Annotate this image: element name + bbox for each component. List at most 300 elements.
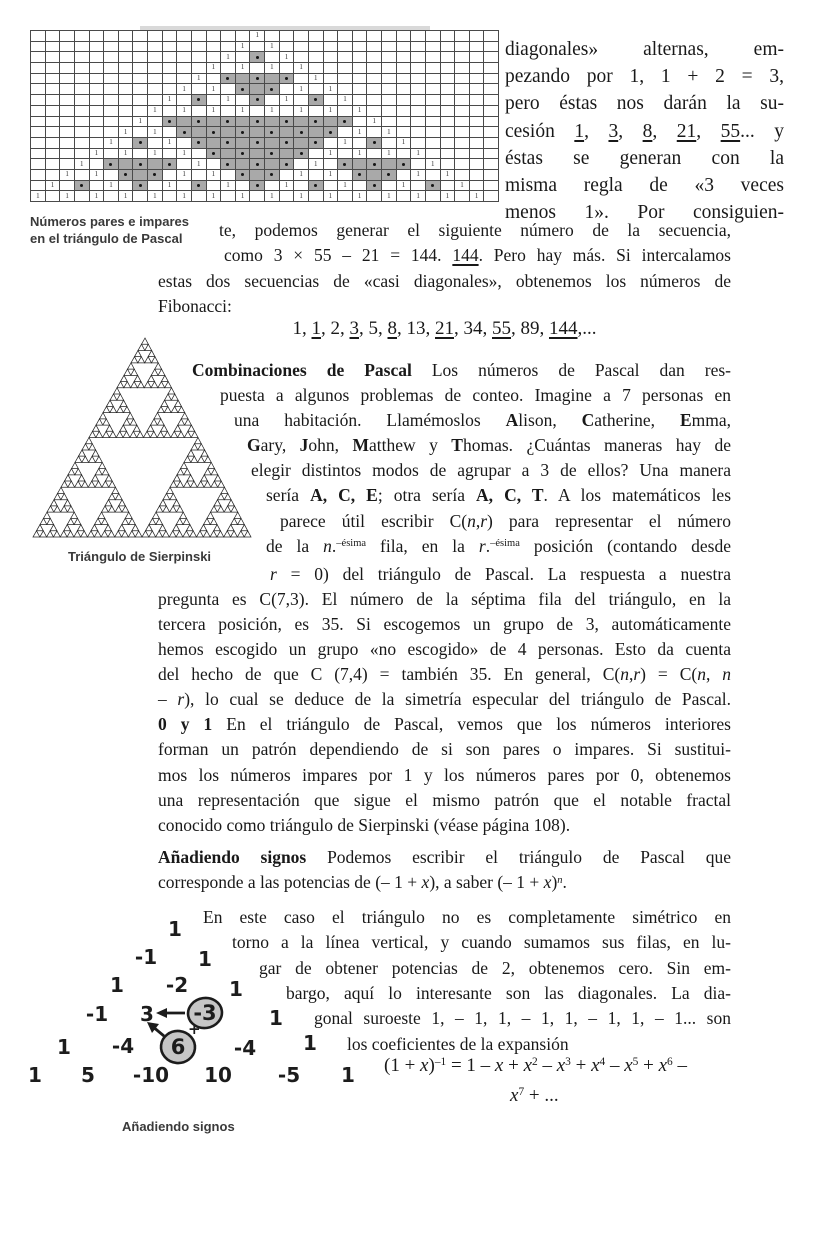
text-line: tercera posición, es 35. Si escogemos un grupo de 3, automáticamente xyxy=(158,613,731,634)
text-line: como 3 × 55 – 21 = 144. 144. Pero hay más. Si intercalamos xyxy=(224,245,731,266)
grid-cell xyxy=(60,74,74,84)
grid-cell xyxy=(236,84,250,94)
grid-cell xyxy=(250,117,264,127)
grid-cell xyxy=(75,138,89,148)
grid-cell xyxy=(163,63,177,73)
signed-triangle-number: -4 xyxy=(233,1036,257,1060)
grid-cell xyxy=(104,31,118,41)
grid-cell xyxy=(221,84,235,94)
grid-cell xyxy=(309,106,323,116)
grid-cell xyxy=(236,117,250,127)
grid-cell xyxy=(426,127,440,137)
grid-cell xyxy=(455,52,469,62)
grid-cell xyxy=(90,127,104,137)
grid-cell xyxy=(133,191,147,201)
grid-cell xyxy=(90,63,104,73)
grid-cell xyxy=(163,159,177,169)
grid-cell: 1 xyxy=(236,191,250,201)
grid-cell xyxy=(75,170,89,180)
grid-cell: 1 xyxy=(411,170,425,180)
grid-cell xyxy=(133,181,147,191)
grid-cell xyxy=(367,95,381,105)
grid-cell xyxy=(367,31,381,41)
grid-cell xyxy=(411,117,425,127)
even-dot xyxy=(168,120,171,123)
text-line: Añadiendo signos Podemos escribir el triángulo de Pascal que xyxy=(158,847,731,867)
grid-cell xyxy=(221,106,235,116)
grid-cell xyxy=(280,138,294,148)
grid-cell xyxy=(455,117,469,127)
grid-cell xyxy=(441,181,455,191)
grid-cell: 1 xyxy=(148,106,162,116)
grid-cell xyxy=(338,84,352,94)
grid-cell xyxy=(397,117,411,127)
grid-cell xyxy=(250,149,264,159)
text-line: menos 1». Por consiguien- xyxy=(505,202,784,224)
grid-cell xyxy=(265,149,279,159)
grid-cell xyxy=(426,138,440,148)
text-line: una habitación. Llamémoslos Alison, Catherine, Emma, xyxy=(234,410,732,431)
grid-cell xyxy=(382,74,396,84)
grid-cell xyxy=(250,170,264,180)
text-line: gonal suroeste 1, – 1, 1, – 1, 1, – 1, 1, – 1... son xyxy=(314,1008,731,1029)
grid-cell xyxy=(426,63,440,73)
grid-cell: 1 xyxy=(148,149,162,159)
grid-cell xyxy=(470,42,484,52)
grid-cell xyxy=(104,149,118,159)
fibonacci-sequence-line xyxy=(158,316,731,341)
grid-cell: 1 xyxy=(119,191,133,201)
grid-cell xyxy=(367,138,381,148)
grid-cell xyxy=(236,159,250,169)
grid-cell: 1 xyxy=(294,191,308,201)
grid-cell xyxy=(484,84,498,94)
grid-cell xyxy=(90,106,104,116)
grid-cell xyxy=(90,159,104,169)
grid-cell xyxy=(163,149,177,159)
text-line: Gary, John, Matthew y Thomas. ¿Cuántas maneras hay de xyxy=(247,435,731,456)
grid-cell xyxy=(60,106,74,116)
grid-cell xyxy=(46,42,60,52)
text-line: corresponde a las potencias de (– 1 + x), a saber (– 1 + x)$^n$. xyxy=(158,872,567,893)
grid-cell xyxy=(133,159,147,169)
grid-cell xyxy=(75,74,89,84)
grid-cell xyxy=(470,52,484,62)
grid-cell: 1 xyxy=(207,63,221,73)
grid-cell xyxy=(221,63,235,73)
grid-cell xyxy=(46,74,60,84)
grid-cell xyxy=(163,74,177,84)
grid-cell xyxy=(177,138,191,148)
grid-cell xyxy=(192,117,206,127)
text-line: una representación que sigue el mismo patrón que el notable fractal xyxy=(158,789,731,810)
grid-cell xyxy=(426,74,440,84)
grid-cell xyxy=(75,63,89,73)
grid-cell xyxy=(31,117,45,127)
grid-cell xyxy=(309,117,323,127)
grid-cell xyxy=(119,84,133,94)
grid-cell: 1 xyxy=(426,159,440,169)
grid-cell xyxy=(236,181,250,191)
grid-cell: 1 xyxy=(309,74,323,84)
text-line: Combinaciones de Pascal Los números de Pascal dan res- xyxy=(192,360,731,380)
grid-cell xyxy=(192,138,206,148)
paragraph-0-y-1 xyxy=(158,712,731,838)
grid-cell: 1 xyxy=(236,63,250,73)
grid-cell xyxy=(411,127,425,137)
text-line: del hecho de que C (7,4) = también 35. En general, C(n,r) = C(n, n xyxy=(158,664,731,685)
grid-cell xyxy=(236,74,250,84)
text-line: 0 y 1 En el triángulo de Pascal, vemos que los números interiores xyxy=(158,714,731,734)
grid-cell xyxy=(338,127,352,137)
grid-cell xyxy=(382,84,396,94)
grid-cell xyxy=(104,95,118,105)
grid-cell xyxy=(221,117,235,127)
grid-cell xyxy=(426,42,440,52)
grid-cell xyxy=(367,52,381,62)
text-line: pezando por 1, 1 + 2 = 3, xyxy=(505,66,784,88)
grid-cell xyxy=(192,127,206,137)
grid-cell xyxy=(148,170,162,180)
signed-triangle-number: 1 xyxy=(57,1035,71,1059)
grid-cell xyxy=(280,106,294,116)
grid-cell xyxy=(280,170,294,180)
grid-cell xyxy=(31,52,45,62)
grid-cell xyxy=(324,127,338,137)
grid-cell xyxy=(90,84,104,94)
grid-cell: 1 xyxy=(324,149,338,159)
grid-cell xyxy=(367,191,381,201)
grid-cell xyxy=(338,31,352,41)
grid-cell xyxy=(75,127,89,137)
text-line: conocido como triángulo de Sierpinski (véase página 108). xyxy=(158,815,571,836)
grid-cell xyxy=(397,74,411,84)
even-dot xyxy=(80,184,83,187)
grid-cell xyxy=(133,74,147,84)
grid-cell xyxy=(148,84,162,94)
grid-cell xyxy=(75,95,89,105)
grid-cell xyxy=(75,117,89,127)
grid-cell: 1 xyxy=(192,159,206,169)
grid-cell xyxy=(484,159,498,169)
grid-cell xyxy=(411,106,425,116)
grid-cell xyxy=(104,191,118,201)
grid-cell xyxy=(31,95,45,105)
grid-cell xyxy=(119,31,133,41)
grid-cell: 1 xyxy=(60,170,74,180)
grid-cell: 1 xyxy=(119,149,133,159)
even-dot xyxy=(197,120,200,123)
grid-cell xyxy=(411,181,425,191)
grid-cell xyxy=(441,159,455,169)
grid-cell xyxy=(441,63,455,73)
grid-cell: 1 xyxy=(455,181,469,191)
grid-cell xyxy=(192,63,206,73)
grid-cell xyxy=(367,74,381,84)
grid-cell xyxy=(207,42,221,52)
grid-cell xyxy=(353,181,367,191)
grid-cell: 1 xyxy=(60,191,74,201)
signed-triangle-number: 1 xyxy=(269,1006,283,1030)
grid-cell: 1 xyxy=(163,181,177,191)
grid-cell xyxy=(455,95,469,105)
grid-cell xyxy=(163,42,177,52)
grid-cell xyxy=(280,84,294,94)
plus-sign: + xyxy=(188,1020,201,1038)
even-dot xyxy=(197,98,200,101)
grid-cell xyxy=(367,106,381,116)
grid-cell xyxy=(484,106,498,116)
grid-cell xyxy=(426,31,440,41)
text-line: pero éstas nos darán la su- xyxy=(505,93,784,115)
grid-cell xyxy=(148,159,162,169)
even-dot xyxy=(197,184,200,187)
even-dot xyxy=(168,163,171,166)
even-dot xyxy=(124,173,127,176)
grid-cell xyxy=(119,52,133,62)
grid-cell xyxy=(353,117,367,127)
grid-cell xyxy=(236,95,250,105)
grid-cell: 1 xyxy=(31,191,45,201)
grid-cell xyxy=(60,52,74,62)
grid-cell xyxy=(426,84,440,94)
grid-cell xyxy=(470,159,484,169)
grid-cell xyxy=(426,117,440,127)
signed-triangle-number: 6 xyxy=(170,1035,186,1059)
grid-cell xyxy=(455,84,469,94)
grid-cell: 1 xyxy=(441,170,455,180)
grid-cell xyxy=(382,31,396,41)
grid-cell xyxy=(353,170,367,180)
signed-triangle-number: -3 xyxy=(193,1001,217,1025)
grid-cell xyxy=(484,63,498,73)
text-line: diagonales» alternas, em- xyxy=(505,39,784,60)
grid-cell xyxy=(75,84,89,94)
grid-cell xyxy=(441,138,455,148)
grid-cell xyxy=(353,84,367,94)
grid-cell xyxy=(148,31,162,41)
grid-cell: 1 xyxy=(207,191,221,201)
grid-cell xyxy=(309,170,323,180)
grid-cell xyxy=(133,84,147,94)
text-line: En este caso el triángulo no es completamente simétrico en xyxy=(203,907,731,927)
grid-cell xyxy=(90,181,104,191)
grid-cell xyxy=(250,63,264,73)
text-line: elegir distintos modos de agrupar a 3 de ellos? Una manera xyxy=(251,460,731,481)
grid-cell xyxy=(60,181,74,191)
text-line: forman un patrón dependiendo de si son pares o impares. Si sustitui- xyxy=(158,739,731,760)
even-dot xyxy=(226,141,229,144)
paragraph-combinaciones xyxy=(158,358,731,712)
grid-cell xyxy=(221,42,235,52)
grid-cell xyxy=(411,31,425,41)
grid-cell xyxy=(192,170,206,180)
even-dot xyxy=(139,141,142,144)
grid-cell xyxy=(133,106,147,116)
grid-cell xyxy=(265,170,279,180)
grid-cell xyxy=(119,63,133,73)
grid-cell xyxy=(353,74,367,84)
grid-cell xyxy=(133,63,147,73)
grid-cell xyxy=(382,52,396,62)
text-line: – r), lo cual se deduce de la simetría especular del triángulo de Pascal. xyxy=(158,689,732,710)
grid-cell xyxy=(324,181,338,191)
grid-cell xyxy=(470,138,484,148)
grid-cell xyxy=(367,63,381,73)
text-line: puesta a algunos problemas de conteo. Imagine a 7 personas en xyxy=(220,385,731,406)
grid-cell xyxy=(397,159,411,169)
grid-cell xyxy=(382,117,396,127)
grid-cell xyxy=(455,31,469,41)
grid-cell xyxy=(455,74,469,84)
grid-cell xyxy=(484,95,498,105)
grid-cell xyxy=(250,95,264,105)
grid-cell xyxy=(294,127,308,137)
grid-cell xyxy=(31,63,45,73)
grid-cell xyxy=(397,95,411,105)
grid-cell xyxy=(470,95,484,105)
paragraph-continuation xyxy=(158,218,731,319)
even-dot xyxy=(109,163,112,166)
grid-cell xyxy=(338,42,352,52)
text-line: $x^7$ + ... xyxy=(510,1085,559,1106)
grid-cell xyxy=(280,191,294,201)
even-dot xyxy=(314,98,317,101)
grid-cell xyxy=(426,170,440,180)
grid-cell xyxy=(148,138,162,148)
grid-cell xyxy=(411,63,425,73)
grid-cell xyxy=(163,117,177,127)
grid-cell: 1 xyxy=(411,149,425,159)
grid-cell: 1 xyxy=(265,191,279,201)
even-dot xyxy=(314,184,317,187)
grid-cell xyxy=(119,106,133,116)
grid-cell xyxy=(46,138,60,148)
grid-cell xyxy=(441,31,455,41)
grid-cell xyxy=(104,159,118,169)
grid-cell xyxy=(250,191,264,201)
grid-cell xyxy=(397,170,411,180)
grid-cell xyxy=(236,170,250,180)
grid-cell xyxy=(441,84,455,94)
grid-cell xyxy=(455,159,469,169)
signed-triangle-number: 10 xyxy=(204,1063,232,1087)
grid-cell xyxy=(367,42,381,52)
grid-cell: 1 xyxy=(119,127,133,137)
grid-cell xyxy=(221,74,235,84)
grid-cell xyxy=(207,74,221,84)
even-dot xyxy=(300,131,303,134)
grid-cell xyxy=(338,170,352,180)
even-dot xyxy=(285,77,288,80)
even-dot xyxy=(285,120,288,123)
grid-cell: 1 xyxy=(338,95,352,105)
grid-cell xyxy=(148,74,162,84)
signed-triangle-number: -1 xyxy=(85,1002,109,1026)
grid-cell xyxy=(353,159,367,169)
grid-cell xyxy=(294,138,308,148)
grid-cell: 1 xyxy=(207,106,221,116)
grid-cell xyxy=(280,74,294,84)
grid-cell xyxy=(250,52,264,62)
text-line: sería A, C, E; otra sería A, C, T. A los matemáticos les xyxy=(266,485,732,506)
text-line: misma regla de «3 veces xyxy=(505,175,784,197)
signed-triangle-number: -1 xyxy=(134,945,158,969)
grid-cell xyxy=(148,95,162,105)
grid-cell xyxy=(75,52,89,62)
grid-cell xyxy=(411,159,425,169)
grid-cell xyxy=(309,95,323,105)
grid-cell xyxy=(338,159,352,169)
grid-cell xyxy=(367,159,381,169)
even-dot xyxy=(241,173,244,176)
grid-cell: 1 xyxy=(236,106,250,116)
grid-cell xyxy=(309,149,323,159)
grid-cell xyxy=(250,127,264,137)
even-dot xyxy=(256,77,259,80)
grid-cell: 1 xyxy=(324,106,338,116)
grid-cell xyxy=(250,42,264,52)
grid-cell: 1 xyxy=(104,138,118,148)
grid-cell xyxy=(470,74,484,84)
grid-cell xyxy=(367,84,381,94)
grid-cell xyxy=(163,31,177,41)
grid-cell: 1 xyxy=(294,106,308,116)
grid-cell: 1 xyxy=(133,117,147,127)
grid-cell xyxy=(60,127,74,137)
signed-triangle-caption: Añadiendo signos xyxy=(122,1119,235,1134)
grid-cell xyxy=(46,31,60,41)
grid-cell xyxy=(75,106,89,116)
grid-cell: 1 xyxy=(236,42,250,52)
grid-cell xyxy=(31,84,45,94)
even-dot xyxy=(197,141,200,144)
grid-cell xyxy=(294,74,308,84)
text-line: bargo, aquí lo interesante son las diagonales. La dia- xyxy=(286,983,731,1004)
even-dot xyxy=(139,163,142,166)
grid-cell xyxy=(382,138,396,148)
grid-cell xyxy=(353,63,367,73)
grid-cell xyxy=(280,31,294,41)
grid-cell xyxy=(309,191,323,201)
grid-cell xyxy=(119,42,133,52)
grid-cell xyxy=(192,149,206,159)
grid-cell xyxy=(221,138,235,148)
signed-triangle-number: -4 xyxy=(111,1034,135,1058)
grid-cell xyxy=(119,74,133,84)
grid-cell: 1 xyxy=(280,181,294,191)
grid-cell: 1 xyxy=(177,106,191,116)
grid-cell xyxy=(207,149,221,159)
even-dot xyxy=(270,131,273,134)
grid-cell xyxy=(455,63,469,73)
grid-cell xyxy=(411,74,425,84)
even-dot xyxy=(226,120,229,123)
grid-cell xyxy=(75,42,89,52)
even-dot xyxy=(373,163,376,166)
grid-cell: 1 xyxy=(148,191,162,201)
text-line: cesión 1, 3, 8, 21, 55... y xyxy=(505,120,785,142)
grid-cell xyxy=(46,84,60,94)
grid-cell xyxy=(31,106,45,116)
grid-cell xyxy=(177,95,191,105)
grid-cell xyxy=(353,95,367,105)
grid-cell xyxy=(250,74,264,84)
grid-cell xyxy=(294,181,308,191)
grid-cell xyxy=(265,181,279,191)
grid-cell xyxy=(309,63,323,73)
grid-cell xyxy=(455,106,469,116)
